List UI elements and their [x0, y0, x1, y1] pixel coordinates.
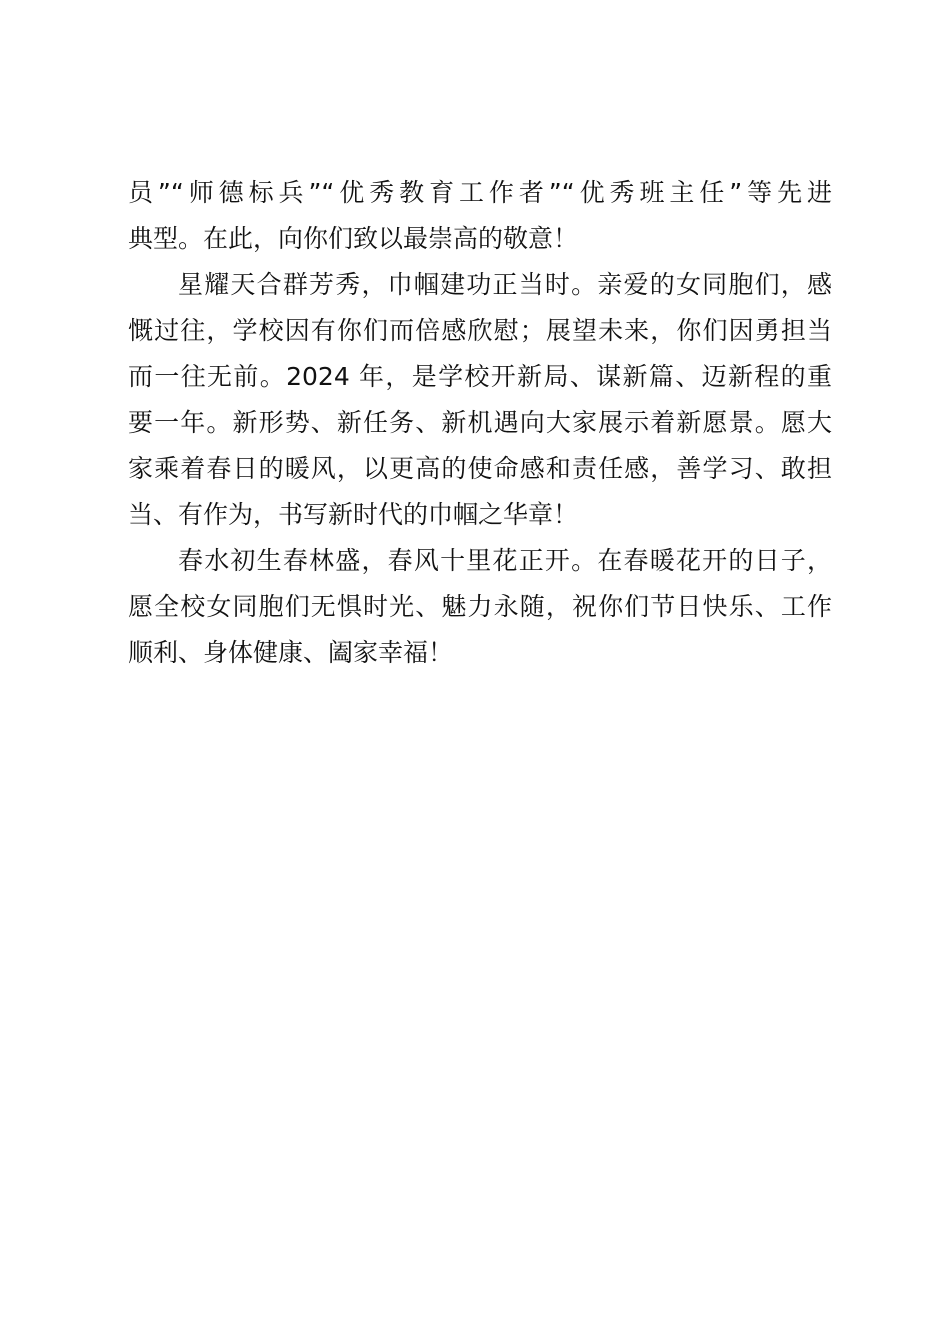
- paragraph-blessing: [128, 538, 832, 676]
- document-body: [128, 170, 832, 676]
- paragraph-line: 当、有作为，书写新时代的巾帼之华章！: [128, 500, 579, 529]
- paragraph-line: 而一往无前。2024 年，是学校开新局、谋新篇、迈新程的重: [128, 362, 832, 391]
- paragraph-line: 顺利、身体健康、阖家幸福！: [128, 638, 454, 667]
- paragraph-line: 员”“师德标兵”“优秀教育工作者”“优秀班主任”等先进: [128, 178, 832, 207]
- paragraph-future: [128, 262, 832, 538]
- paragraph-line: 春水初生春林盛，春风十里花正开。在春暖花开的日子，: [178, 546, 832, 575]
- paragraph-line: 要一年。新形势、新任务、新机遇向大家展示着新愿景。愿大: [128, 408, 832, 437]
- paragraph-line: 愿全校女同胞们无惧时光、魅力永随，祝你们节日快乐、工作: [128, 592, 832, 621]
- paragraph-line: 星耀天合群芳秀，巾帼建功正当时。亲爱的女同胞们，感: [178, 270, 832, 299]
- paragraph-line: 典型。在此，向你们致以最崇高的敬意！: [128, 224, 579, 253]
- paragraph-line: 慨过往，学校因有你们而倍感欣慰；展望未来，你们因勇担当: [128, 316, 832, 345]
- paragraph-honors: [128, 170, 832, 262]
- paragraph-line: 家乘着春日的暖风，以更高的使命感和责任感，善学习、敢担: [128, 454, 832, 483]
